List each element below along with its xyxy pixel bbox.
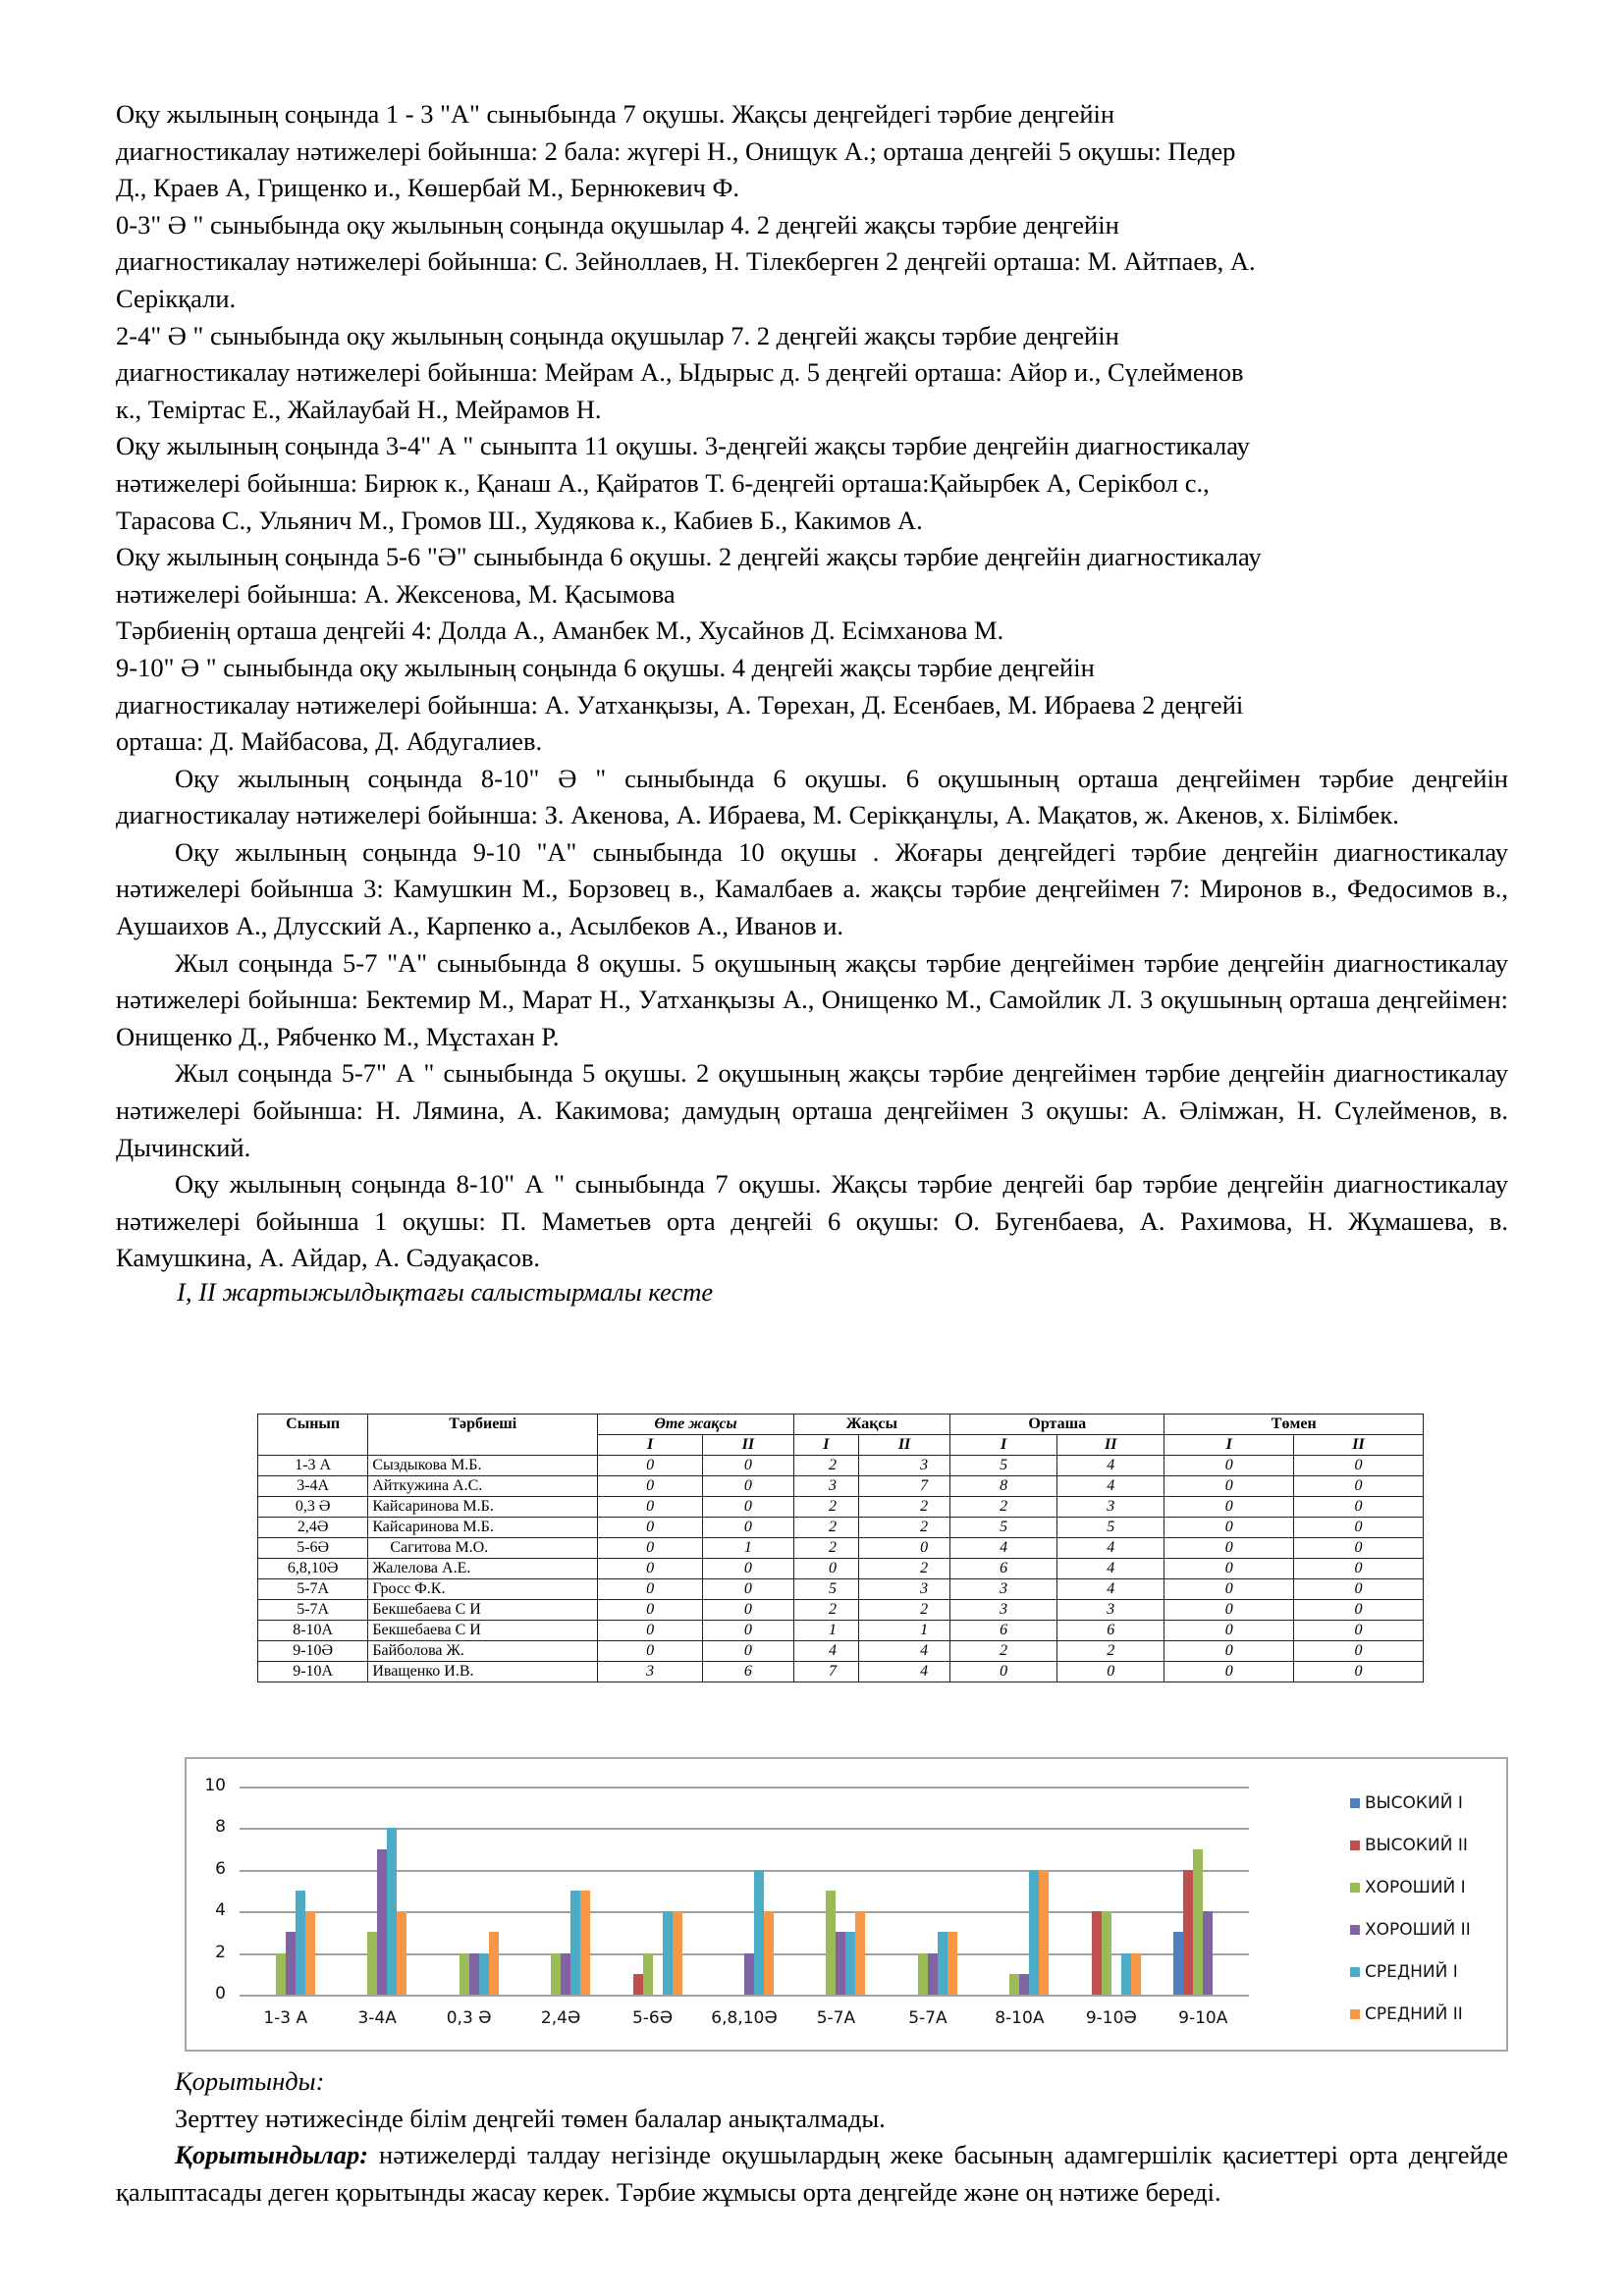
bar — [845, 1932, 855, 1995]
cell-teacher: Гросс Ф.К. — [368, 1579, 598, 1600]
cell-teacher: Сагитова М.О. — [368, 1538, 598, 1559]
document-body — [116, 96, 1508, 1307]
bar — [947, 1932, 957, 1995]
bar — [744, 1953, 754, 1995]
cell-value: 1 — [858, 1621, 949, 1641]
legend-swatch-icon — [1350, 1798, 1360, 1808]
cell-value: 4 — [1057, 1538, 1164, 1559]
paragraph-line: Оқу жылының соңында 3-4" А " сыныпта 11 оқушы. 3-деңгейі жақсы тәрбие деңгейін диагностикалау — [116, 431, 1250, 461]
cell-value: 2 — [793, 1538, 858, 1559]
x-tick-label: 5-7А — [816, 2008, 856, 2028]
legend-swatch-icon — [1350, 1883, 1360, 1893]
table-row — [258, 1456, 1424, 1476]
y-tick-label: 0 — [215, 1984, 226, 2003]
x-tick-label: 5-7А — [908, 2008, 947, 2028]
paragraph-line: Тәрбиенің орташа деңгейі 4: Долда А., Аманбек М., Хусайнов Д. Есімханова М. — [116, 615, 1004, 646]
bar — [1029, 1870, 1039, 1995]
cell-value: 0 — [702, 1518, 793, 1538]
bar — [1102, 1911, 1111, 1995]
bar — [1019, 1974, 1029, 1995]
header-low: Төмен — [1164, 1415, 1424, 1435]
cell-value: 7 — [858, 1476, 949, 1497]
category-group — [607, 1787, 698, 2028]
cell-value: 0 — [1293, 1621, 1423, 1641]
cell-value: 4 — [1057, 1579, 1164, 1600]
cell-value: 0 — [950, 1662, 1057, 1682]
cell-value: 2 — [858, 1559, 949, 1579]
cell-class: 1-3 А — [258, 1456, 368, 1476]
bar — [1092, 1911, 1102, 1995]
cell-value: 4 — [950, 1538, 1057, 1559]
paragraph-line: диагностикалау нәтижелері бойынша: А. Уатханқызы, А. Төрехан, Д. Есенбаев, М. Ибраева 2 деңгейі — [116, 689, 1244, 720]
bar — [928, 1953, 938, 1995]
comparison-table — [257, 1414, 1424, 1682]
legend-label: ХОРОШИЙ I — [1365, 1877, 1466, 1897]
header-half-2: II — [1057, 1435, 1164, 1456]
bar — [764, 1911, 774, 1995]
cell-value: 2 — [1057, 1641, 1164, 1662]
cell-value: 4 — [1057, 1476, 1164, 1497]
cell-teacher: Кайсаринова М.Б. — [368, 1518, 598, 1538]
paragraph-line: диагностикалау нәтижелері бойынша: Мейрам А., Ыдырыс д. 5 деңгейі орташа: Айор и., Сүлейменов — [116, 357, 1244, 388]
table-row — [258, 1476, 1424, 1497]
paragraph: Оқу жылының соңында 9-10 "А" сыныбында 10 оқушы . Жоғары деңгейдегі тәрбие деңгейін диагностикалау нәтижелері бойынша 3: Камушкин М., Борзовец в., Камалбаев а. жақсы тәрбие деңгейімен 7: Миронов в., Федосимов в., Аушаихов А., Длусский А., Карпенко а., Асылбеков А., Иванов и. — [116, 836, 1508, 941]
bar — [1121, 1953, 1131, 1995]
category-group — [698, 1787, 789, 2028]
cell-value: 3 — [950, 1579, 1057, 1600]
chart-legend — [1350, 1789, 1471, 2042]
table-row — [258, 1641, 1424, 1662]
cell-value: 0 — [702, 1497, 793, 1518]
paragraph: Жыл соңында 5-7 "А" сыныбында 8 оқушы. 5 оқушының жақсы тәрбие деңгейімен тәрбие деңгейін диагностикалау нәтижелері бойынша: Бектемир М., Марат Н., Уатханқызы А., Онищенко М., Самойлик Л. 3 оқушының орташа деңгейімен: Онищенко Д., Рябченко М., Мұстахан Р. — [116, 947, 1508, 1051]
cell-value: 0 — [1293, 1641, 1423, 1662]
paragraph-line: нәтижелері бойынша: А. Жексенова, М. Қасымова — [116, 578, 676, 609]
cell-class: 2,4Ә — [258, 1518, 368, 1538]
bar — [397, 1911, 406, 1995]
bar — [489, 1932, 499, 1995]
cell-value: 2 — [793, 1456, 858, 1476]
legend-label: ВЫСОКИЙ I — [1365, 1792, 1463, 1813]
paragraph-line: Оқу жылының соңында 1 - 3 "А" сыныбында 7 оқушы. Жақсы деңгейдегі тәрбие деңгейін — [116, 99, 1115, 129]
category-group — [974, 1787, 1065, 2028]
paragraphs — [116, 96, 1508, 1277]
paragraph-line: к., Теміртас Е., Жайлаубай Н., Мейрамов Н. — [116, 394, 602, 424]
paragraph: Жыл соңында 5-7" А " сыныбында 5 оқушы. 2 оқушының жақсы тәрбие деңгейімен тәрбие деңгейін диагностикалау нәтижелері бойынша: Н. Лямина, А. Какимова; дамудың орташа деңгейімен 3 оқушы: А. Әлімжан, Н. Сүлейменов, в. Дычинский. — [116, 1058, 1508, 1162]
cell-class: 8-10А — [258, 1621, 368, 1641]
header-teacher: Тәрбиеші — [368, 1415, 598, 1456]
cell-value: 0 — [1164, 1456, 1294, 1476]
bar — [1173, 1932, 1183, 1995]
bar — [377, 1849, 387, 1995]
paragraph-line: 2-4" Ә " сыныбында оқу жылының соңында оқушылар 7. 2 деңгейі жақсы тәрбие деңгейін — [116, 320, 1119, 350]
cell-value: 0 — [1293, 1497, 1423, 1518]
header-average: Орташа — [950, 1415, 1164, 1435]
legend-item — [1350, 1915, 1471, 1944]
category-group — [514, 1787, 606, 2028]
summary-text: нәтижелерді талдау негізінде оқушылардың жеке басының адамгершілік қасиеттері орта деңгейде қалыптасады деген қорытынды жасау керек. Тәрбие жұмысы орта деңгейде және оң нәтиже береді. — [116, 2140, 1508, 2207]
legend-label: ВЫСОКИЙ II — [1365, 1835, 1468, 1855]
cell-value: 3 — [858, 1579, 949, 1600]
cell-value: 2 — [793, 1497, 858, 1518]
header-half-1: I — [598, 1435, 703, 1456]
x-tick-label: 8-10А — [995, 2008, 1045, 2028]
cell-value: 0 — [1164, 1518, 1294, 1538]
paragraph-line: 9-10" Ә " сыныбында оқу жылының соңында 6 оқушы. 4 деңгейі жақсы тәрбие деңгейін — [116, 652, 1095, 682]
bar — [551, 1953, 561, 1995]
bar — [663, 1911, 673, 1995]
paragraph — [116, 318, 1508, 429]
cell-teacher: Бекшебаева С И — [368, 1600, 598, 1621]
paragraph — [116, 650, 1508, 761]
cell-teacher: Байболова Ж. — [368, 1641, 598, 1662]
header-excellent: Өте жақсы — [598, 1415, 793, 1435]
cell-value: 0 — [1164, 1579, 1294, 1600]
cell-class: 5-7А — [258, 1600, 368, 1621]
header-half-2: II — [858, 1435, 949, 1456]
cell-value: 1 — [702, 1538, 793, 1559]
paragraph-line: диагностикалау нәтижелері бойынша: С. Зейноллаев, Н. Тілекберген 2 деңгейі орташа: М. Айтпаев, А. — [116, 246, 1256, 277]
cell-value: 5 — [950, 1518, 1057, 1538]
table-row — [258, 1621, 1424, 1641]
paragraph-line: нәтижелері бойынша: Бирюк к., Қанаш А., Қайратов Т. 6-деңгейі орташа:Қайырбек А, Серікбол с., — [116, 467, 1210, 498]
paragraph — [116, 613, 1508, 650]
table-row — [258, 1559, 1424, 1579]
cell-class: 9-10А — [258, 1662, 368, 1682]
bar — [276, 1953, 286, 1995]
paragraph — [116, 96, 1508, 207]
bar — [469, 1953, 479, 1995]
paragraph-line: 0-3" Ә " сыныбында оқу жылының соңында оқушылар 4. 2 деңгейі жақсы тәрбие деңгейін — [116, 209, 1119, 240]
bar — [938, 1932, 947, 1995]
cell-teacher: Бекшебаева С И — [368, 1621, 598, 1641]
conclusion-heading: Қорытынды: — [175, 2066, 325, 2096]
cell-value: 0 — [1164, 1559, 1294, 1579]
conclusion-section — [116, 2063, 1508, 2211]
y-tick-label: 6 — [215, 1858, 226, 1879]
x-tick-label: 6,8,10Ә — [711, 2008, 778, 2028]
cell-value: 2 — [793, 1518, 858, 1538]
bar — [580, 1891, 590, 1995]
cell-value: 0 — [1293, 1600, 1423, 1621]
legend-swatch-icon — [1350, 1925, 1360, 1935]
category-group — [1158, 1787, 1249, 2028]
paragraph-line: орташа: Д. Майбасова, Д. Абдугалиев. — [116, 726, 543, 757]
bar — [1193, 1849, 1203, 1995]
cell-value: 4 — [793, 1641, 858, 1662]
legend-swatch-icon — [1350, 1967, 1360, 1977]
table-row — [258, 1600, 1424, 1621]
bar — [460, 1953, 469, 1995]
header-good: Жақсы — [793, 1415, 949, 1435]
cell-value: 0 — [1164, 1497, 1294, 1518]
bar — [1009, 1974, 1019, 1995]
paragraph-line: Серікқали. — [116, 283, 237, 313]
cell-class: 6,8,10Ә — [258, 1559, 368, 1579]
cell-value: 0 — [702, 1600, 793, 1621]
cell-value: 0 — [702, 1579, 793, 1600]
cell-class: 5-7А — [258, 1579, 368, 1600]
x-tick-label: 9-10Ә — [1085, 2008, 1137, 2028]
table-row — [258, 1662, 1424, 1682]
cell-value: 2 — [950, 1497, 1057, 1518]
cell-value: 0 — [1293, 1518, 1423, 1538]
cell-value: 0 — [598, 1476, 703, 1497]
cell-value: 4 — [858, 1662, 949, 1682]
cell-value: 6 — [950, 1559, 1057, 1579]
cell-value: 0 — [702, 1641, 793, 1662]
bar — [305, 1911, 315, 1995]
cell-value: 0 — [1293, 1559, 1423, 1579]
cell-value: 0 — [1293, 1476, 1423, 1497]
legend-swatch-icon — [1350, 2009, 1360, 2019]
cell-value: 0 — [598, 1518, 703, 1538]
x-tick-label: 9-10А — [1178, 2008, 1228, 2028]
cell-value: 3 — [598, 1662, 703, 1682]
bar — [570, 1891, 580, 1995]
legend-item — [1350, 1831, 1471, 1859]
category-group — [240, 1787, 331, 2028]
cell-value: 5 — [1057, 1518, 1164, 1538]
y-tick-label: 2 — [215, 1942, 226, 1962]
table-row — [258, 1518, 1424, 1538]
bar-chart — [185, 1757, 1508, 2052]
category-group — [1065, 1787, 1157, 2028]
paragraph — [116, 207, 1508, 318]
cell-class: 3-4А — [258, 1476, 368, 1497]
cell-value: 3 — [858, 1456, 949, 1476]
cell-teacher: Сыздыкова М.Б. — [368, 1456, 598, 1476]
paragraph — [116, 428, 1508, 539]
cell-value: 8 — [950, 1476, 1057, 1497]
cell-value: 6 — [702, 1662, 793, 1682]
cell-value: 0 — [598, 1600, 703, 1621]
header-half-1: I — [793, 1435, 858, 1456]
cell-value: 0 — [1164, 1641, 1294, 1662]
plot-area — [204, 1776, 1249, 2028]
cell-value: 2 — [858, 1518, 949, 1538]
bar — [1039, 1870, 1049, 1995]
x-tick-label: 0,3 Ә — [446, 2008, 492, 2028]
cell-value: 3 — [1057, 1497, 1164, 1518]
bar — [918, 1953, 928, 1995]
cell-value: 0 — [1293, 1579, 1423, 1600]
cell-value: 0 — [1164, 1662, 1294, 1682]
cell-value: 4 — [858, 1641, 949, 1662]
bar — [826, 1891, 836, 1995]
bar — [855, 1911, 865, 1995]
cell-value: 3 — [793, 1476, 858, 1497]
bar — [479, 1953, 489, 1995]
paragraph-line: Тарасова С., Ульянич М., Громов Ш., Худякова к., Кабиев Б., Какимов А. — [116, 505, 923, 535]
summary-label: Қорытындылар: — [175, 2140, 369, 2170]
bar — [836, 1932, 845, 1995]
cell-value: 0 — [702, 1559, 793, 1579]
paragraph: Оқу жылының соңында 8-10" А " сыныбында 7 оқушы. Жақсы тәрбие деңгейі бар тәрбие деңгейін диагностикалау нәтижелері бойынша 1 оқушы: П. Маметьев орта деңгейі 6 оқушы: О. Бугенбаева, А. Рахимова, Н. Жұмашева, в. Камушкина, А. Айдар, А. Сәдуақасов. — [116, 1169, 1508, 1273]
cell-value: 0 — [1164, 1538, 1294, 1559]
category-group — [790, 1787, 882, 2028]
cell-value: 0 — [598, 1456, 703, 1476]
table-caption: I, II жартыжылдықтағы салыстырмалы кесте — [177, 1277, 714, 1307]
bar — [296, 1891, 305, 1995]
cell-value: 0 — [598, 1579, 703, 1600]
cell-value: 0 — [598, 1497, 703, 1518]
cell-value: 2 — [950, 1641, 1057, 1662]
paragraph — [116, 539, 1508, 613]
cell-value: 2 — [858, 1497, 949, 1518]
cell-value: 0 — [702, 1621, 793, 1641]
table-row — [258, 1579, 1424, 1600]
bar — [1183, 1870, 1193, 1995]
table-row — [258, 1497, 1424, 1518]
bar — [633, 1974, 643, 1995]
cell-value: 0 — [598, 1538, 703, 1559]
y-tick-label: 4 — [215, 1900, 226, 1921]
cell-value: 0 — [858, 1538, 949, 1559]
x-tick-label: 3-4А — [357, 2008, 397, 2028]
cell-value: 6 — [950, 1621, 1057, 1641]
legend-label: СРЕДНИЙ I — [1365, 1961, 1458, 1982]
cell-value: 0 — [1164, 1621, 1294, 1641]
legend-swatch-icon — [1350, 1841, 1360, 1850]
cell-value: 4 — [1057, 1456, 1164, 1476]
cell-class: 5-6Ә — [258, 1538, 368, 1559]
table-row — [258, 1538, 1424, 1559]
header-half-2: II — [1293, 1435, 1423, 1456]
conclusion-summary — [116, 2137, 1508, 2211]
cell-value: 0 — [1293, 1456, 1423, 1476]
bar — [1203, 1911, 1213, 1995]
cell-value: 1 — [793, 1621, 858, 1641]
cell-value: 3 — [950, 1600, 1057, 1621]
cell-value: 0 — [1293, 1538, 1423, 1559]
cell-teacher: Иващенко И.В. — [368, 1662, 598, 1682]
header-half-1: I — [1164, 1435, 1294, 1456]
cell-value: 3 — [1057, 1600, 1164, 1621]
cell-value: 0 — [1164, 1476, 1294, 1497]
comparison-table-wrapper — [257, 1414, 1424, 1682]
legend-item — [1350, 1957, 1471, 1986]
legend-label: ХОРОШИЙ II — [1365, 1919, 1471, 1940]
paragraph-line: Оқу жылының соңында 5-6 "Ә" сыныбында 6 оқушы. 2 деңгейі жақсы тәрбие деңгейін диагностикалау — [116, 542, 1262, 572]
bar — [387, 1828, 397, 1995]
cell-teacher: Айткужина А.С. — [368, 1476, 598, 1497]
bar — [754, 1870, 764, 1995]
bar — [673, 1911, 682, 1995]
legend-item — [1350, 1789, 1471, 1817]
cell-class: 9-10Ә — [258, 1641, 368, 1662]
y-tick-label: 10 — [204, 1776, 226, 1795]
header-class: Сынып — [258, 1415, 368, 1456]
cell-value: 2 — [793, 1600, 858, 1621]
cell-value: 2 — [858, 1600, 949, 1621]
header-half-1: I — [950, 1435, 1057, 1456]
cell-value: 4 — [1057, 1559, 1164, 1579]
cell-teacher: Жалелова А.Е. — [368, 1559, 598, 1579]
legend-item — [1350, 1873, 1471, 1901]
cell-value: 5 — [793, 1579, 858, 1600]
cell-value: 0 — [598, 1641, 703, 1662]
cell-value: 0 — [1293, 1662, 1423, 1682]
cell-value: 0 — [702, 1456, 793, 1476]
header-half-2: II — [702, 1435, 793, 1456]
cell-value: 0 — [598, 1559, 703, 1579]
cell-value: 0 — [793, 1559, 858, 1579]
legend-label: СРЕДНИЙ II — [1365, 2003, 1463, 2024]
paragraph-line: диагностикалау нәтижелері бойынша: 2 бала: жүгері Н., Онищук А.; орташа деңгейі 5 оқушы: Педер — [116, 135, 1236, 166]
bar — [1131, 1953, 1141, 1995]
cell-value: 0 — [702, 1476, 793, 1497]
cell-value: 0 — [1057, 1662, 1164, 1682]
category-group — [331, 1787, 422, 2028]
cell-class: 0,3 Ә — [258, 1497, 368, 1518]
x-tick-label: 1-3 А — [263, 2008, 308, 2028]
table-body — [258, 1456, 1424, 1682]
conclusion-text: Зерттеу нәтижесінде білім деңгейі төмен балалар анықталмады. — [175, 2103, 886, 2133]
bar — [643, 1953, 653, 1995]
cell-value: 7 — [793, 1662, 858, 1682]
cell-teacher: Кайсаринова М.Б. — [368, 1497, 598, 1518]
paragraph-line: Д., Краев А, Грищенко и., Көшербай М., Бернюкевич Ф. — [116, 173, 740, 203]
cell-value: 6 — [1057, 1621, 1164, 1641]
gridline — [240, 1995, 1249, 1997]
legend-item — [1350, 2000, 1471, 2028]
bar — [561, 1953, 570, 1995]
x-tick-label: 2,4Ә — [540, 2008, 581, 2028]
bar — [286, 1932, 296, 1995]
paragraph: Оқу жылының соңында 8-10" Ә " сыныбында 6 оқушы. 6 оқушының орташа деңгейімен тәрбие деңгейін диагностикалау нәтижелері бойынша: З. Акенова, А. Ибраева, М. Серікқанұлы, А. Мақатов, ж. Акенов, х. Білімбек. — [116, 763, 1508, 830]
cell-value: 0 — [1164, 1600, 1294, 1621]
bar — [367, 1932, 377, 1995]
x-tick-label: 5-6Ә — [631, 2008, 674, 2028]
category-group — [423, 1787, 514, 2028]
category-group — [882, 1787, 973, 2028]
cell-value: 0 — [598, 1621, 703, 1641]
cell-value: 5 — [950, 1456, 1057, 1476]
y-tick-label: 8 — [215, 1817, 226, 1838]
